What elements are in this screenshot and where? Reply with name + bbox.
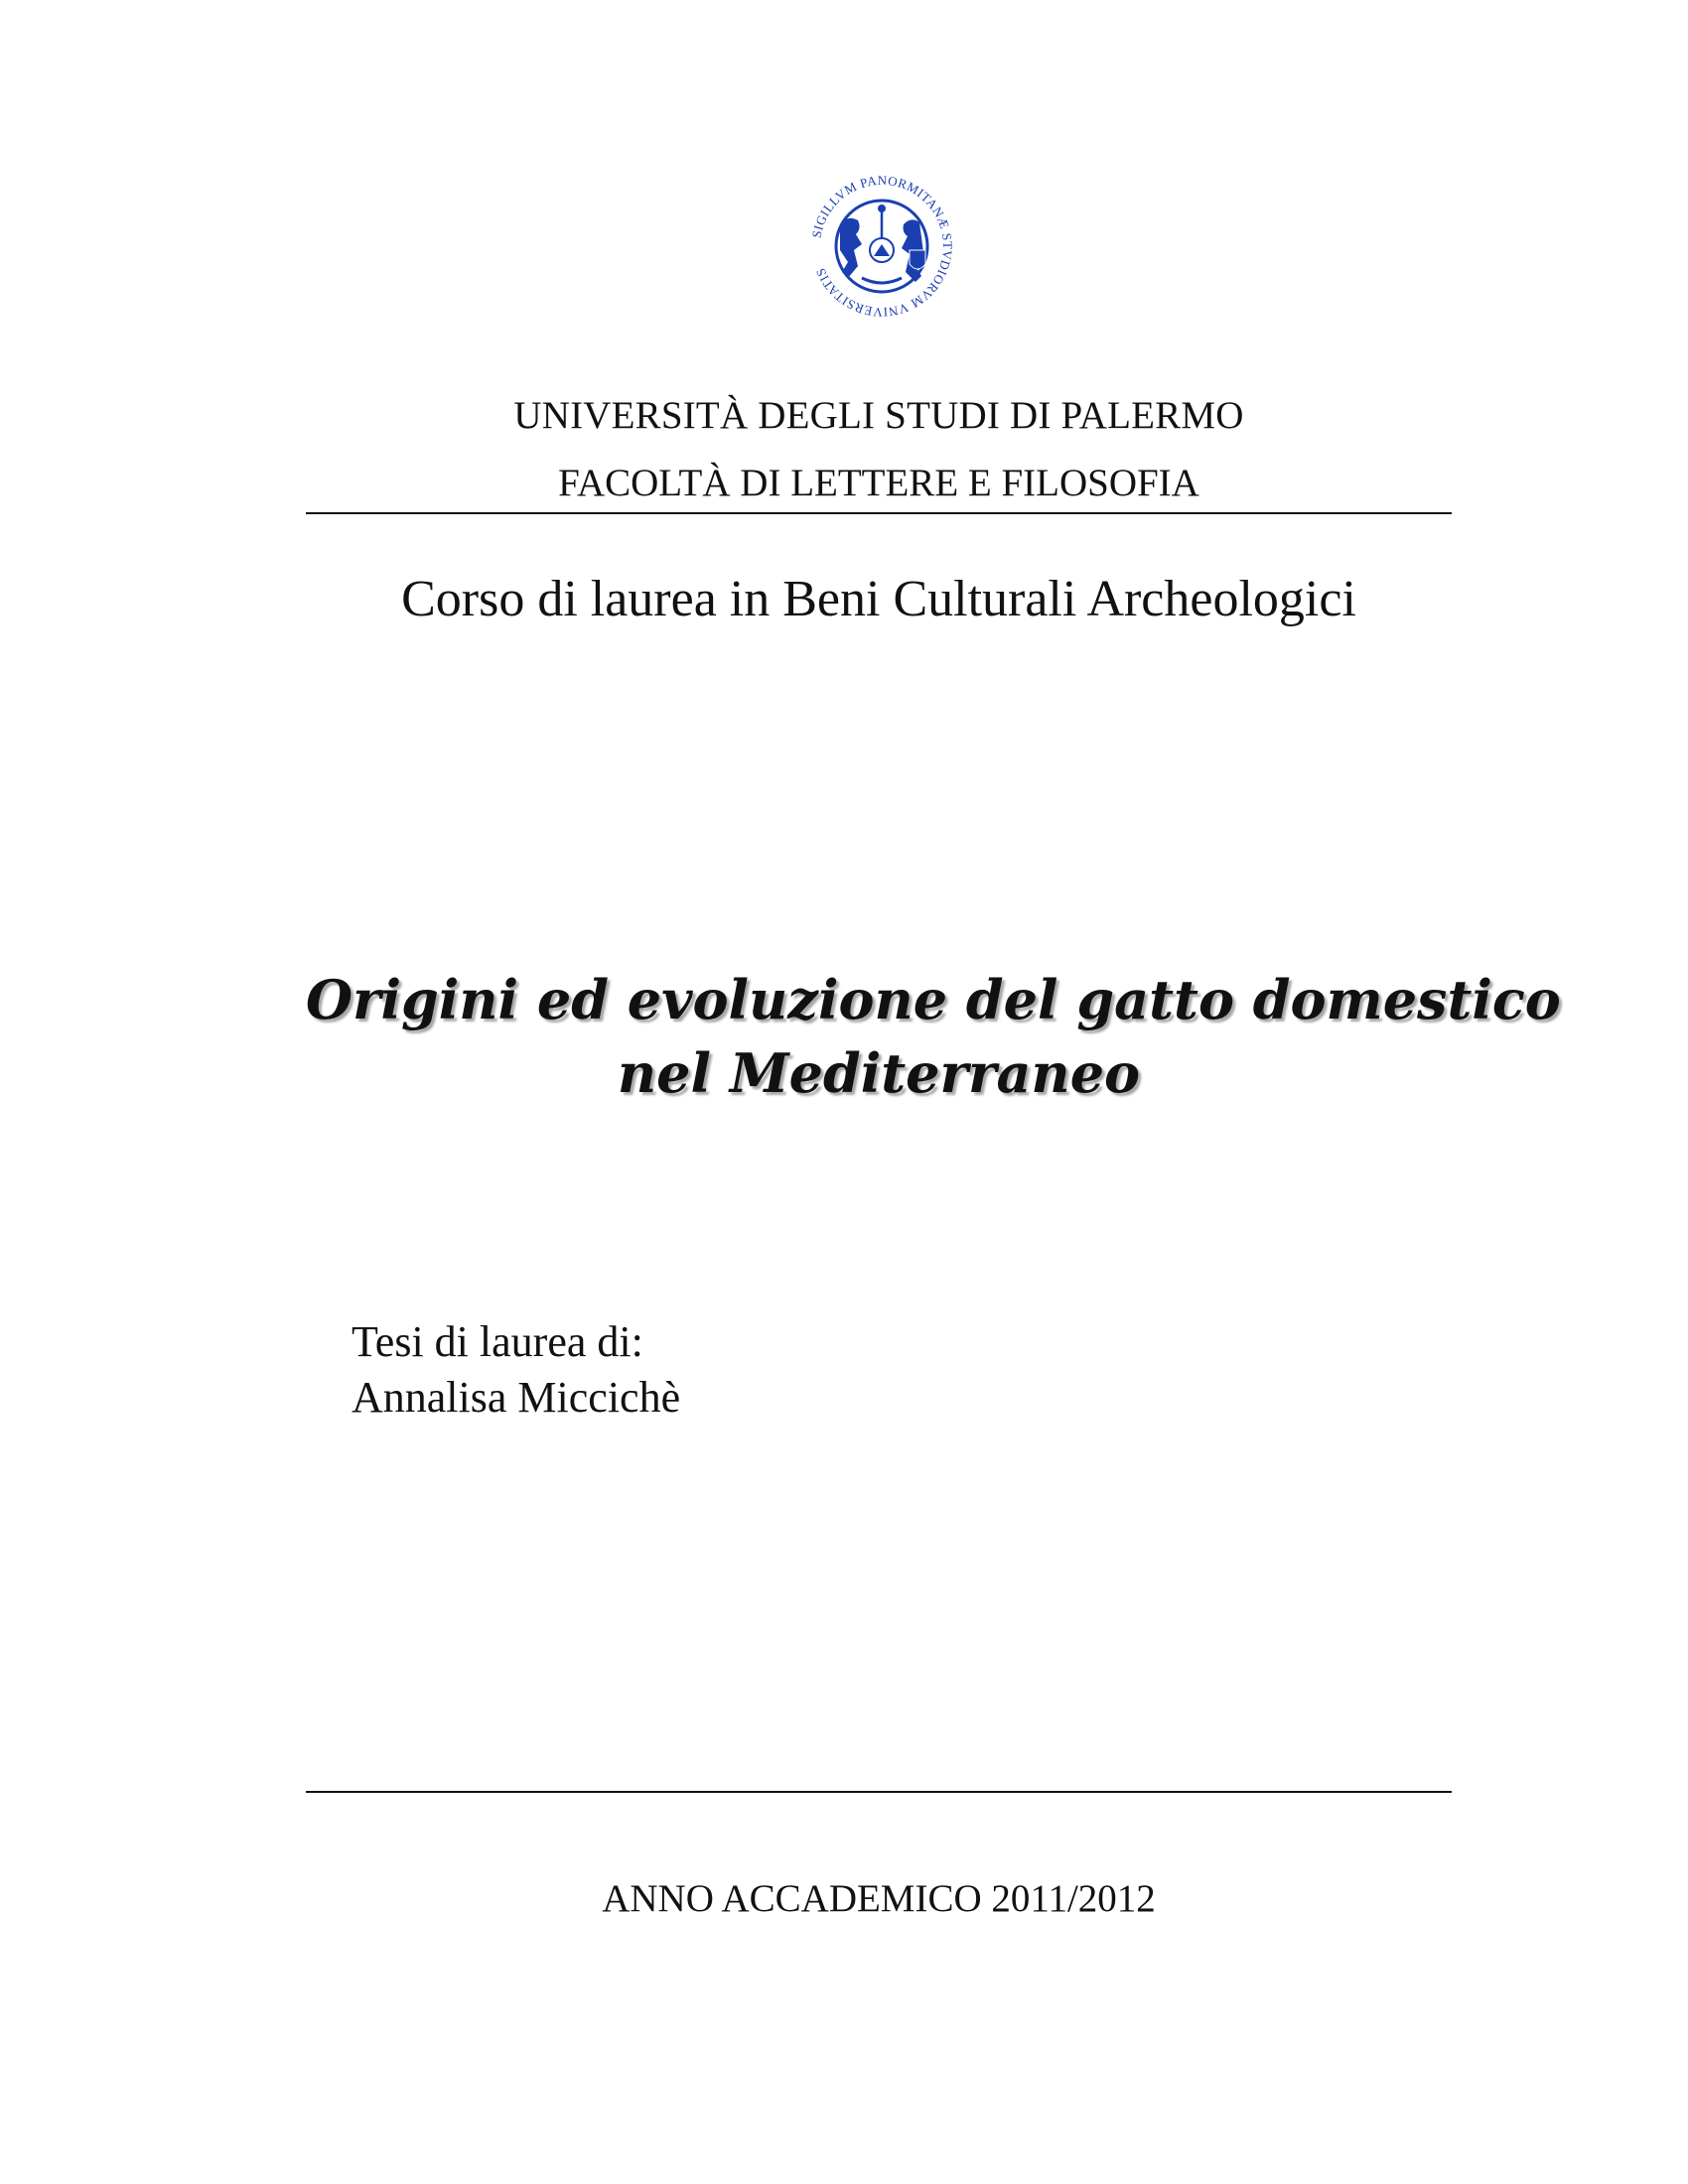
thesis-title-line-1: Origini ed evoluzione del gatto domestico <box>306 968 1561 1031</box>
author-name: Annalisa Miccichè <box>352 1373 681 1422</box>
thesis-title-line-2: nel Mediterraneo <box>617 1041 1141 1105</box>
university-seal-icon <box>802 167 961 326</box>
svg-text:SIGILLVM PANORMITANÆ STVDIORVM: SIGILLVM PANORMITANÆ STVDIORVM VNIVERSITATIS <box>808 172 956 321</box>
author-label: Tesi di laurea di: <box>352 1317 643 1366</box>
faculty-name: FACOLTÀ DI LETTERE E FILOSOFIA <box>558 462 1199 504</box>
university-name: UNIVERSITÀ DEGLI STUDI DI PALERMO <box>513 394 1244 437</box>
top-divider <box>306 512 1452 514</box>
course-name: Corso di laurea in Beni Culturali Archeologici <box>401 571 1356 627</box>
bottom-divider <box>306 1791 1452 1793</box>
academic-year: ANNO ACCADEMICO 2011/2012 <box>602 1877 1156 1920</box>
